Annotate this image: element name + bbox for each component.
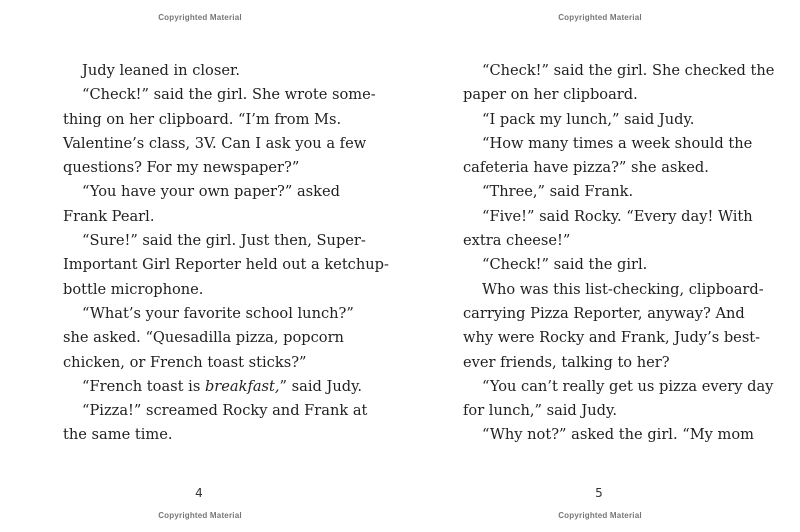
text-line: extra cheese!” [463,232,571,250]
text-line: carrying Pizza Reporter, anyway? And [463,304,745,322]
page-number: 4 [195,486,203,500]
text-line: “Check!” said the girl. [482,256,648,274]
text-line: questions? For my newspaper?” [63,159,300,177]
text-line: Judy leaned in closer. [82,62,240,79]
text-line: cafeteria have pizza?” she asked. [463,159,709,177]
text-line: “What’s your favorite school lunch?” [82,304,354,322]
text-line: the same time. [63,426,173,444]
left-page-body [63,59,389,448]
text-segment: “French toast is [82,377,205,395]
copyright-header: Copyrighted Material [158,13,242,22]
text-line: ever friends, talking to her? [463,353,670,371]
copyright-header: Copyrighted Material [558,13,642,22]
text-line: “Pizza!” screamed Rocky and Frank at [82,402,368,420]
text-line: Important Girl Reporter held out a ketchup- [63,256,389,274]
page-number: 5 [595,486,603,500]
text-line: “How many times a week should the [482,134,753,152]
text-line: “Check!” said the girl. She wrote some- [82,86,376,104]
text-segment: ” said Judy. [279,377,363,395]
text-line: she asked. “Quesadilla pizza, popcorn [63,329,344,347]
text-line: “Five!” said Rocky. “Every day! With [482,207,753,225]
text-line: paper on her clipboard. [463,86,638,104]
text-line [63,375,363,399]
copyright-footer: Copyrighted Material [558,511,642,520]
text-line: bottle microphone. [63,280,204,298]
text-line: “You can’t really get us pizza every day [482,377,774,395]
text-line: Frank Pearl. [63,207,155,225]
text-line: “You have your own paper?” asked [82,183,340,201]
right-page [400,0,800,532]
right-page-body [463,59,775,448]
emphasis: breakfast, [204,377,280,395]
text-line: thing on her clipboard. “I’m from Ms. [63,110,342,128]
text-line: chicken, or French toast sticks?” [63,353,307,371]
text-line: Valentine’s class, 3V. Can I ask you a few [63,134,367,152]
text-line: Who was this list-checking, clipboard- [482,280,764,298]
text-line: for lunch,” said Judy. [463,402,617,420]
text-line: “Check!” said the girl. She checked the [482,62,775,79]
text-line: “I pack my lunch,” said Judy. [482,110,695,128]
copyright-footer: Copyrighted Material [158,511,242,520]
text-line: why were Rocky and Frank, Judy’s best- [463,329,761,347]
text-line: “Sure!” said the girl. Just then, Super- [82,232,366,250]
text-line: “Why not?” asked the girl. “My mom [482,426,754,444]
text-line: “Three,” said Frank. [482,183,634,201]
